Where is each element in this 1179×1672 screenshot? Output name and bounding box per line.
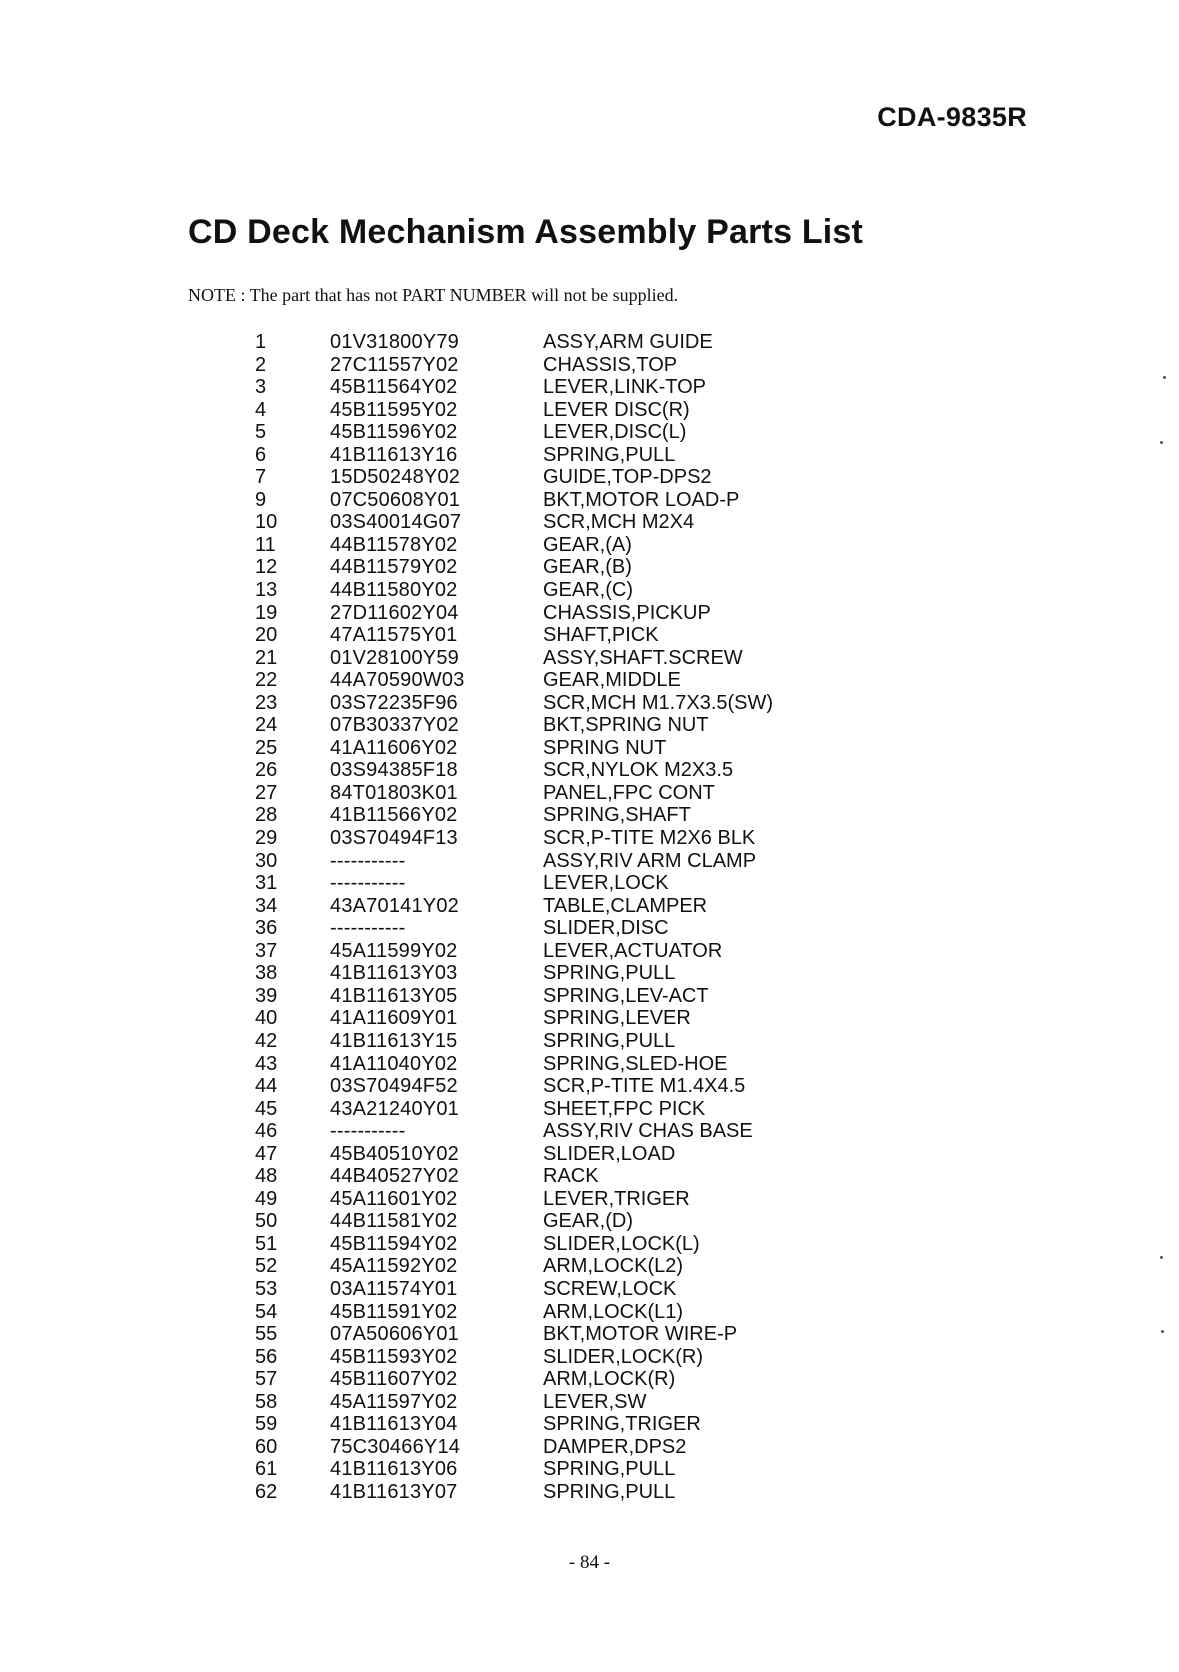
part-description: SCR,NYLOK M2X3.5 [543, 759, 734, 782]
ref-number: 4 [255, 398, 267, 421]
part-number: 45B11564Y02 [330, 376, 458, 399]
parts-row [255, 1233, 855, 1256]
part-description: ASSY,ARM GUIDE [543, 331, 713, 353]
parts-row [255, 602, 855, 625]
part-number: 43A70141Y02 [330, 894, 459, 917]
part-description: SPRING,LEV-ACT [543, 984, 709, 1007]
part-number: 03S70494F13 [330, 827, 458, 850]
part-description: SPRING,PULL [543, 1458, 676, 1481]
parts-row [255, 1323, 855, 1346]
parts-row [255, 556, 855, 579]
parts-row [255, 872, 855, 895]
parts-row [255, 399, 855, 422]
part-description: SPRING,LEVER [543, 1007, 691, 1030]
page-number: - 84 - [568, 1552, 611, 1573]
part-description: SPRING,PULL [543, 1029, 676, 1052]
part-number: 41B11613Y07 [330, 1480, 458, 1503]
part-description: GEAR,(A) [543, 533, 632, 556]
part-number: 41B11613Y15 [330, 1029, 458, 1052]
part-number: 75C30466Y14 [330, 1435, 461, 1458]
ref-number: 59 [255, 1413, 278, 1436]
parts-row [255, 1188, 855, 1211]
ref-number: 45 [255, 1097, 278, 1120]
part-description: SPRING,PULL [543, 962, 676, 985]
part-description: RACK [543, 1165, 599, 1188]
parts-row [255, 1007, 855, 1030]
parts-row [255, 421, 855, 444]
parts-row [255, 895, 855, 918]
ref-number: 19 [255, 601, 278, 624]
ref-number: 62 [255, 1480, 278, 1503]
part-description: SPRING,PULL [543, 1480, 676, 1503]
parts-list [255, 331, 855, 1503]
ref-number: 39 [255, 984, 278, 1007]
part-number: 01V28100Y59 [330, 646, 459, 669]
part-description: SPRING,SLED-HOE [543, 1052, 728, 1075]
part-number: 41B11613Y03 [330, 962, 458, 985]
part-number: ----------- [330, 917, 406, 940]
ref-number: 47 [255, 1142, 278, 1165]
parts-row [255, 1030, 855, 1053]
part-number: 45B11607Y02 [330, 1368, 458, 1391]
page-title: CD Deck Mechanism Assembly Parts List [188, 213, 864, 251]
part-number: 01V31800Y79 [330, 331, 459, 353]
ref-number: 13 [255, 579, 278, 602]
part-description: LEVER,LOCK [543, 872, 669, 895]
part-number: 45B11591Y02 [330, 1300, 458, 1323]
part-description: ARM,LOCK(R) [543, 1368, 676, 1391]
ref-number: 38 [255, 962, 278, 985]
parts-row [255, 1053, 855, 1076]
ref-number: 60 [255, 1435, 278, 1458]
part-description: SPRING,PULL [543, 443, 676, 466]
ref-number: 6 [255, 443, 267, 466]
part-number: 45B11595Y02 [330, 398, 458, 421]
ref-number: 36 [255, 917, 278, 940]
part-number: 41A11606Y02 [330, 736, 458, 759]
ref-number: 1 [255, 331, 267, 353]
parts-row [255, 692, 855, 715]
part-description: GEAR,(B) [543, 556, 632, 579]
parts-row [255, 827, 855, 850]
scan-speck [1160, 1256, 1163, 1259]
parts-row [255, 1075, 855, 1098]
part-number: 44B11580Y02 [330, 579, 458, 602]
ref-number: 53 [255, 1277, 278, 1300]
parts-row [255, 1458, 855, 1481]
part-number: 45B40510Y02 [330, 1142, 459, 1165]
part-number: 03S40014G07 [330, 511, 462, 534]
part-description: LEVER,LINK-TOP [543, 376, 707, 399]
part-number: 27C11557Y02 [330, 353, 459, 376]
part-description: CHASSIS,TOP [543, 353, 678, 376]
part-number: 41A11609Y01 [330, 1007, 458, 1030]
scan-speck [1160, 441, 1163, 444]
parts-row [255, 985, 855, 1008]
scan-speck [1163, 376, 1166, 379]
part-number: ----------- [330, 1120, 406, 1143]
part-description: ASSY,RIV ARM CLAMP [543, 849, 757, 872]
parts-row [255, 1098, 855, 1121]
parts-row [255, 714, 855, 737]
parts-row [255, 1120, 855, 1143]
parts-row [255, 1391, 855, 1414]
ref-number: 61 [255, 1458, 278, 1481]
part-number: 41B11613Y16 [330, 443, 458, 466]
ref-number: 54 [255, 1300, 278, 1323]
part-number: 03S70494F52 [330, 1075, 458, 1098]
part-description: SCR,P-TITE M2X6 BLK [543, 827, 756, 850]
ref-number: 21 [255, 646, 278, 669]
part-description: CHASSIS,PICKUP [543, 601, 711, 624]
part-description: ARM,LOCK(L2) [543, 1255, 684, 1278]
part-description: SCREW,LOCK [543, 1277, 677, 1300]
ref-number: 37 [255, 939, 278, 962]
part-description: BKT,MOTOR LOAD-P [543, 488, 740, 511]
ref-number: 56 [255, 1345, 278, 1368]
part-number: 41B11566Y02 [330, 804, 458, 827]
part-number: 15D50248Y02 [330, 466, 461, 489]
parts-row [255, 511, 855, 534]
parts-row [255, 940, 855, 963]
scan-speck [1161, 1330, 1164, 1333]
model-number: CDA-9835R [877, 102, 1027, 132]
part-number: 03A11574Y01 [330, 1277, 458, 1300]
ref-number: 55 [255, 1323, 278, 1346]
part-description: GEAR,MIDDLE [543, 669, 681, 692]
parts-row [255, 376, 855, 399]
part-number: 41B11613Y04 [330, 1413, 458, 1436]
part-description: PANEL,FPC CONT [543, 781, 715, 804]
part-description: LEVER,SW [543, 1390, 647, 1413]
ref-number: 2 [255, 353, 267, 376]
part-number: 44A70590W03 [330, 669, 465, 692]
parts-row [255, 466, 855, 489]
parts-row [255, 1413, 855, 1436]
part-number: 45A11597Y02 [330, 1390, 458, 1413]
part-number: 07B30337Y02 [330, 714, 459, 737]
part-number: 45A11592Y02 [330, 1255, 458, 1278]
part-number: 44B11581Y02 [330, 1210, 458, 1233]
parts-row [255, 624, 855, 647]
ref-number: 31 [255, 872, 278, 895]
parts-row [255, 1368, 855, 1391]
ref-number: 34 [255, 894, 278, 917]
part-description: LEVER DISC(R) [543, 398, 690, 421]
parts-row [255, 1301, 855, 1324]
part-description: ASSY,RIV CHAS BASE [543, 1120, 753, 1143]
part-description: SCR,MCH M1.7X3.5(SW) [543, 691, 774, 714]
ref-number: 44 [255, 1075, 278, 1098]
ref-number: 30 [255, 849, 278, 872]
part-number: 27D11602Y04 [330, 601, 459, 624]
ref-number: 12 [255, 556, 278, 579]
part-number: 45A11601Y02 [330, 1187, 458, 1210]
part-number: 45B11594Y02 [330, 1232, 458, 1255]
parts-row [255, 331, 855, 354]
ref-number: 23 [255, 691, 278, 714]
part-number: 07C50608Y01 [330, 488, 461, 511]
part-description: GEAR,(D) [543, 1210, 633, 1233]
ref-number: 7 [255, 466, 267, 489]
part-number: 44B11579Y02 [330, 556, 458, 579]
parts-row [255, 782, 855, 805]
parts-row [255, 444, 855, 467]
parts-row [255, 1165, 855, 1188]
ref-number: 52 [255, 1255, 278, 1278]
parts-row [255, 804, 855, 827]
part-number: 07A50606Y01 [330, 1323, 459, 1346]
ref-number: 50 [255, 1210, 278, 1233]
part-number: 41B11613Y05 [330, 984, 458, 1007]
part-number: 45A11599Y02 [330, 939, 458, 962]
part-description: GUIDE,TOP-DPS2 [543, 466, 712, 489]
parts-row [255, 489, 855, 512]
ref-number: 28 [255, 804, 278, 827]
supply-note: NOTE : The part that has not PART NUMBER will not be supplied. [188, 285, 679, 305]
part-description: LEVER,ACTUATOR [543, 939, 723, 962]
part-description: SCR,MCH M2X4 [543, 511, 695, 534]
ref-number: 51 [255, 1232, 278, 1255]
parts-row [255, 1255, 855, 1278]
parts-row [255, 917, 855, 940]
part-description: SLIDER,LOCK(L) [543, 1232, 700, 1255]
part-number: 41B11613Y06 [330, 1458, 458, 1481]
ref-number: 46 [255, 1120, 278, 1143]
ref-number: 43 [255, 1052, 278, 1075]
part-number: 47A11575Y01 [330, 624, 458, 647]
part-description: ASSY,SHAFT.SCREW [543, 646, 743, 669]
part-description: SHAFT,PICK [543, 624, 659, 647]
part-description: SLIDER,LOCK(R) [543, 1345, 704, 1368]
part-number: 44B11578Y02 [330, 533, 458, 556]
parts-row [255, 669, 855, 692]
part-description: BKT,SPRING NUT [543, 714, 709, 737]
part-description: TABLE,CLAMPER [543, 894, 708, 917]
parts-row [255, 850, 855, 873]
part-number: 41A11040Y02 [330, 1052, 458, 1075]
ref-number: 3 [255, 376, 267, 399]
ref-number: 9 [255, 488, 267, 511]
part-description: GEAR,(C) [543, 579, 633, 602]
ref-number: 48 [255, 1165, 278, 1188]
part-description: SPRING NUT [543, 736, 667, 759]
part-number: 03S94385F18 [330, 759, 458, 782]
parts-row [255, 1346, 855, 1369]
parts-row [255, 1210, 855, 1233]
part-description: SPRING,SHAFT [543, 804, 691, 827]
parts-row [255, 1143, 855, 1166]
part-number: ----------- [330, 872, 406, 895]
part-description: BKT,MOTOR WIRE-P [543, 1323, 738, 1346]
part-description: LEVER,DISC(L) [543, 421, 687, 444]
ref-number: 49 [255, 1187, 278, 1210]
ref-number: 26 [255, 759, 278, 782]
ref-number: 22 [255, 669, 278, 692]
parts-row [255, 579, 855, 602]
part-description: SPRING,TRIGER [543, 1413, 701, 1436]
part-number: 84T01803K01 [330, 781, 458, 804]
ref-number: 40 [255, 1007, 278, 1030]
ref-number: 25 [255, 736, 278, 759]
part-number: ----------- [330, 849, 406, 872]
part-description: SLIDER,LOAD [543, 1142, 676, 1165]
part-number: 44B40527Y02 [330, 1165, 459, 1188]
parts-row [255, 962, 855, 985]
ref-number: 24 [255, 714, 278, 737]
part-description: ARM,LOCK(L1) [543, 1300, 684, 1323]
part-number: 45B11593Y02 [330, 1345, 458, 1368]
part-number: 03S72235F96 [330, 691, 458, 714]
parts-row [255, 759, 855, 782]
parts-row [255, 534, 855, 557]
ref-number: 11 [255, 533, 276, 556]
part-description: SHEET,FPC PICK [543, 1097, 706, 1120]
parts-row [255, 647, 855, 670]
ref-number: 58 [255, 1390, 278, 1413]
ref-number: 27 [255, 781, 278, 804]
part-number: 45B11596Y02 [330, 421, 458, 444]
ref-number: 42 [255, 1029, 278, 1052]
ref-number: 29 [255, 827, 278, 850]
parts-row [255, 737, 855, 760]
ref-number: 10 [255, 511, 278, 534]
parts-row [255, 1436, 855, 1459]
part-description: DAMPER,DPS2 [543, 1435, 687, 1458]
ref-number: 5 [255, 421, 267, 444]
parts-row [255, 1481, 855, 1504]
ref-number: 57 [255, 1368, 278, 1391]
part-description: SLIDER,DISC [543, 917, 669, 940]
ref-number: 20 [255, 624, 278, 647]
part-description: SCR,P-TITE M1.4X4.5 [543, 1075, 746, 1098]
part-number: 43A21240Y01 [330, 1097, 459, 1120]
parts-row [255, 1278, 855, 1301]
part-description: LEVER,TRIGER [543, 1187, 690, 1210]
parts-row [255, 354, 855, 377]
